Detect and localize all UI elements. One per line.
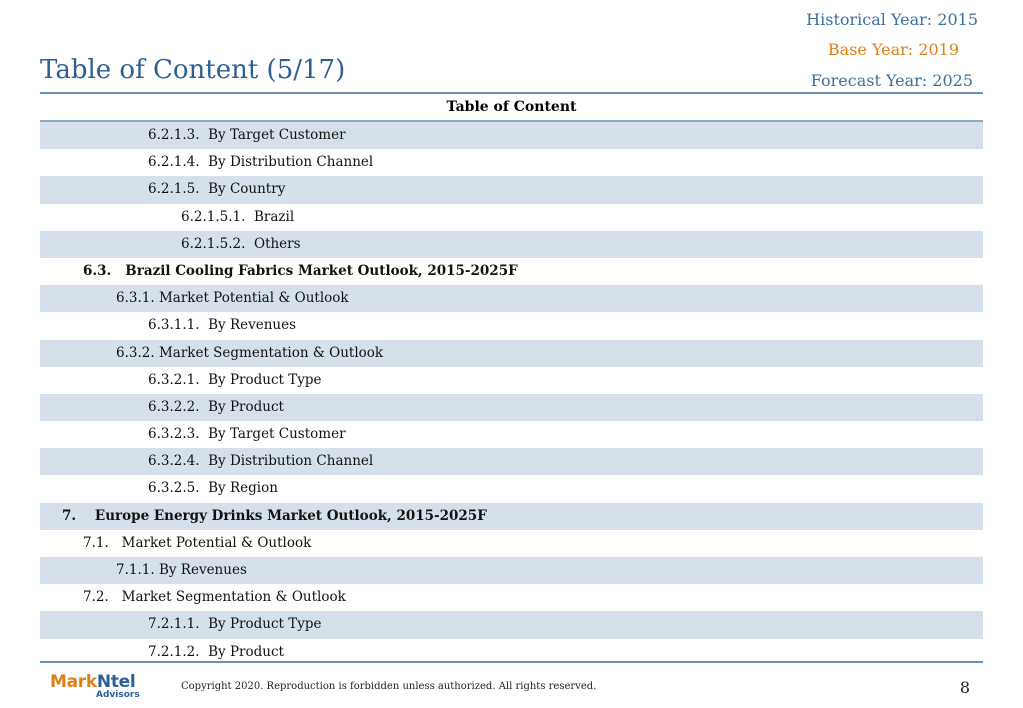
toc-number: 7.2.: [83, 589, 109, 606]
toc-number: 6.2.1.5.: [148, 181, 200, 198]
forecast-year: Forecast Year: 2025: [810, 71, 973, 90]
toc-text: By Revenues: [208, 317, 297, 334]
toc-number: 7.2.1.2.: [148, 643, 200, 660]
toc-row: [40, 367, 983, 394]
toc-number: 6.3.: [83, 262, 112, 279]
toc-number: 7.: [62, 507, 77, 524]
toc-row: [40, 231, 983, 258]
toc-number: 6.2.1.5.2.: [181, 235, 246, 252]
toc-row: [40, 557, 983, 584]
toc-text: Market Potential & Outlook: [158, 290, 349, 307]
toc-row: [40, 340, 983, 367]
toc-row: [40, 475, 983, 502]
toc-number: 7.1.: [83, 534, 109, 551]
title-divider: [40, 92, 983, 94]
toc-row: [40, 285, 983, 312]
toc-text: Others: [254, 235, 301, 252]
toc-row: [40, 611, 983, 638]
toc-row: [40, 503, 983, 530]
toc-row: [40, 448, 983, 475]
toc-number: 7.2.1.1.: [148, 616, 200, 633]
toc-text: Market Segmentation & Outlook: [158, 344, 384, 361]
markntel-logo: [50, 672, 140, 702]
toc-number: 6.3.2.3.: [148, 426, 200, 443]
toc-row: [40, 312, 983, 339]
historical-year: Historical Year: 2015: [806, 10, 978, 29]
toc-number: 6.3.2.2.: [148, 398, 200, 415]
toc-text: By Country: [208, 181, 286, 198]
toc-text: Market Segmentation & Outlook: [121, 589, 346, 606]
toc-text: Brazil: [254, 208, 295, 225]
toc-row: [40, 394, 983, 421]
toc-row: [40, 204, 983, 231]
toc-text: By Product Type: [208, 616, 322, 633]
toc-heading: Table of Content: [40, 95, 983, 122]
page-title: Table of Content (5/17): [40, 55, 346, 85]
toc-text: Europe Energy Drinks Market Outlook, 2015-2025F: [94, 507, 487, 524]
toc-number: 6.2.1.3.: [148, 127, 200, 143]
toc-row: [40, 530, 983, 557]
toc-text: By Target Customer: [208, 426, 346, 443]
toc-number: 6.2.1.4.: [148, 154, 200, 171]
base-year: Base Year: 2019: [827, 40, 959, 59]
toc-row: [40, 122, 983, 149]
toc-text: By Distribution Channel: [208, 453, 374, 470]
copyright-notice: Copyright 2020. Reproduction is forbidden unless authorized. All rights reserved.: [181, 681, 597, 692]
logo-wordmark: MarkNtel: [50, 672, 136, 692]
page-number: 8: [959, 678, 970, 697]
toc-text: By Target Customer: [208, 127, 346, 143]
toc-text: By Revenues: [158, 562, 247, 578]
toc-text: By Product Type: [208, 371, 322, 388]
toc-row: [40, 176, 983, 203]
toc-number: 7.1.1.: [116, 562, 155, 578]
toc-row: [40, 149, 983, 176]
footer-divider: [40, 661, 983, 663]
toc-text: Brazil Cooling Fabrics Market Outlook, 2015-2025F: [125, 262, 518, 279]
toc-row: [40, 584, 983, 611]
toc-number: 6.3.2.5.: [148, 480, 200, 497]
toc-text: Market Potential & Outlook: [121, 534, 312, 551]
toc-text: By Product: [208, 398, 284, 415]
toc-number: 6.3.1.1.: [148, 317, 200, 334]
table-of-content: [40, 95, 983, 666]
toc-number: 6.3.2.4.: [148, 453, 200, 470]
logo-subtitle: Advisors: [96, 690, 140, 700]
toc-text: By Region: [208, 480, 278, 497]
toc-text: By Product: [208, 643, 284, 660]
toc-rows: [40, 122, 983, 666]
toc-number: 6.2.1.5.1.: [181, 208, 246, 225]
toc-row: [40, 421, 983, 448]
toc-row: [40, 258, 983, 285]
toc-number: 6.3.2.: [116, 344, 155, 361]
toc-text: By Distribution Channel: [208, 154, 374, 171]
toc-number: 6.3.1.: [116, 290, 155, 307]
toc-number: 6.3.2.1.: [148, 371, 200, 388]
